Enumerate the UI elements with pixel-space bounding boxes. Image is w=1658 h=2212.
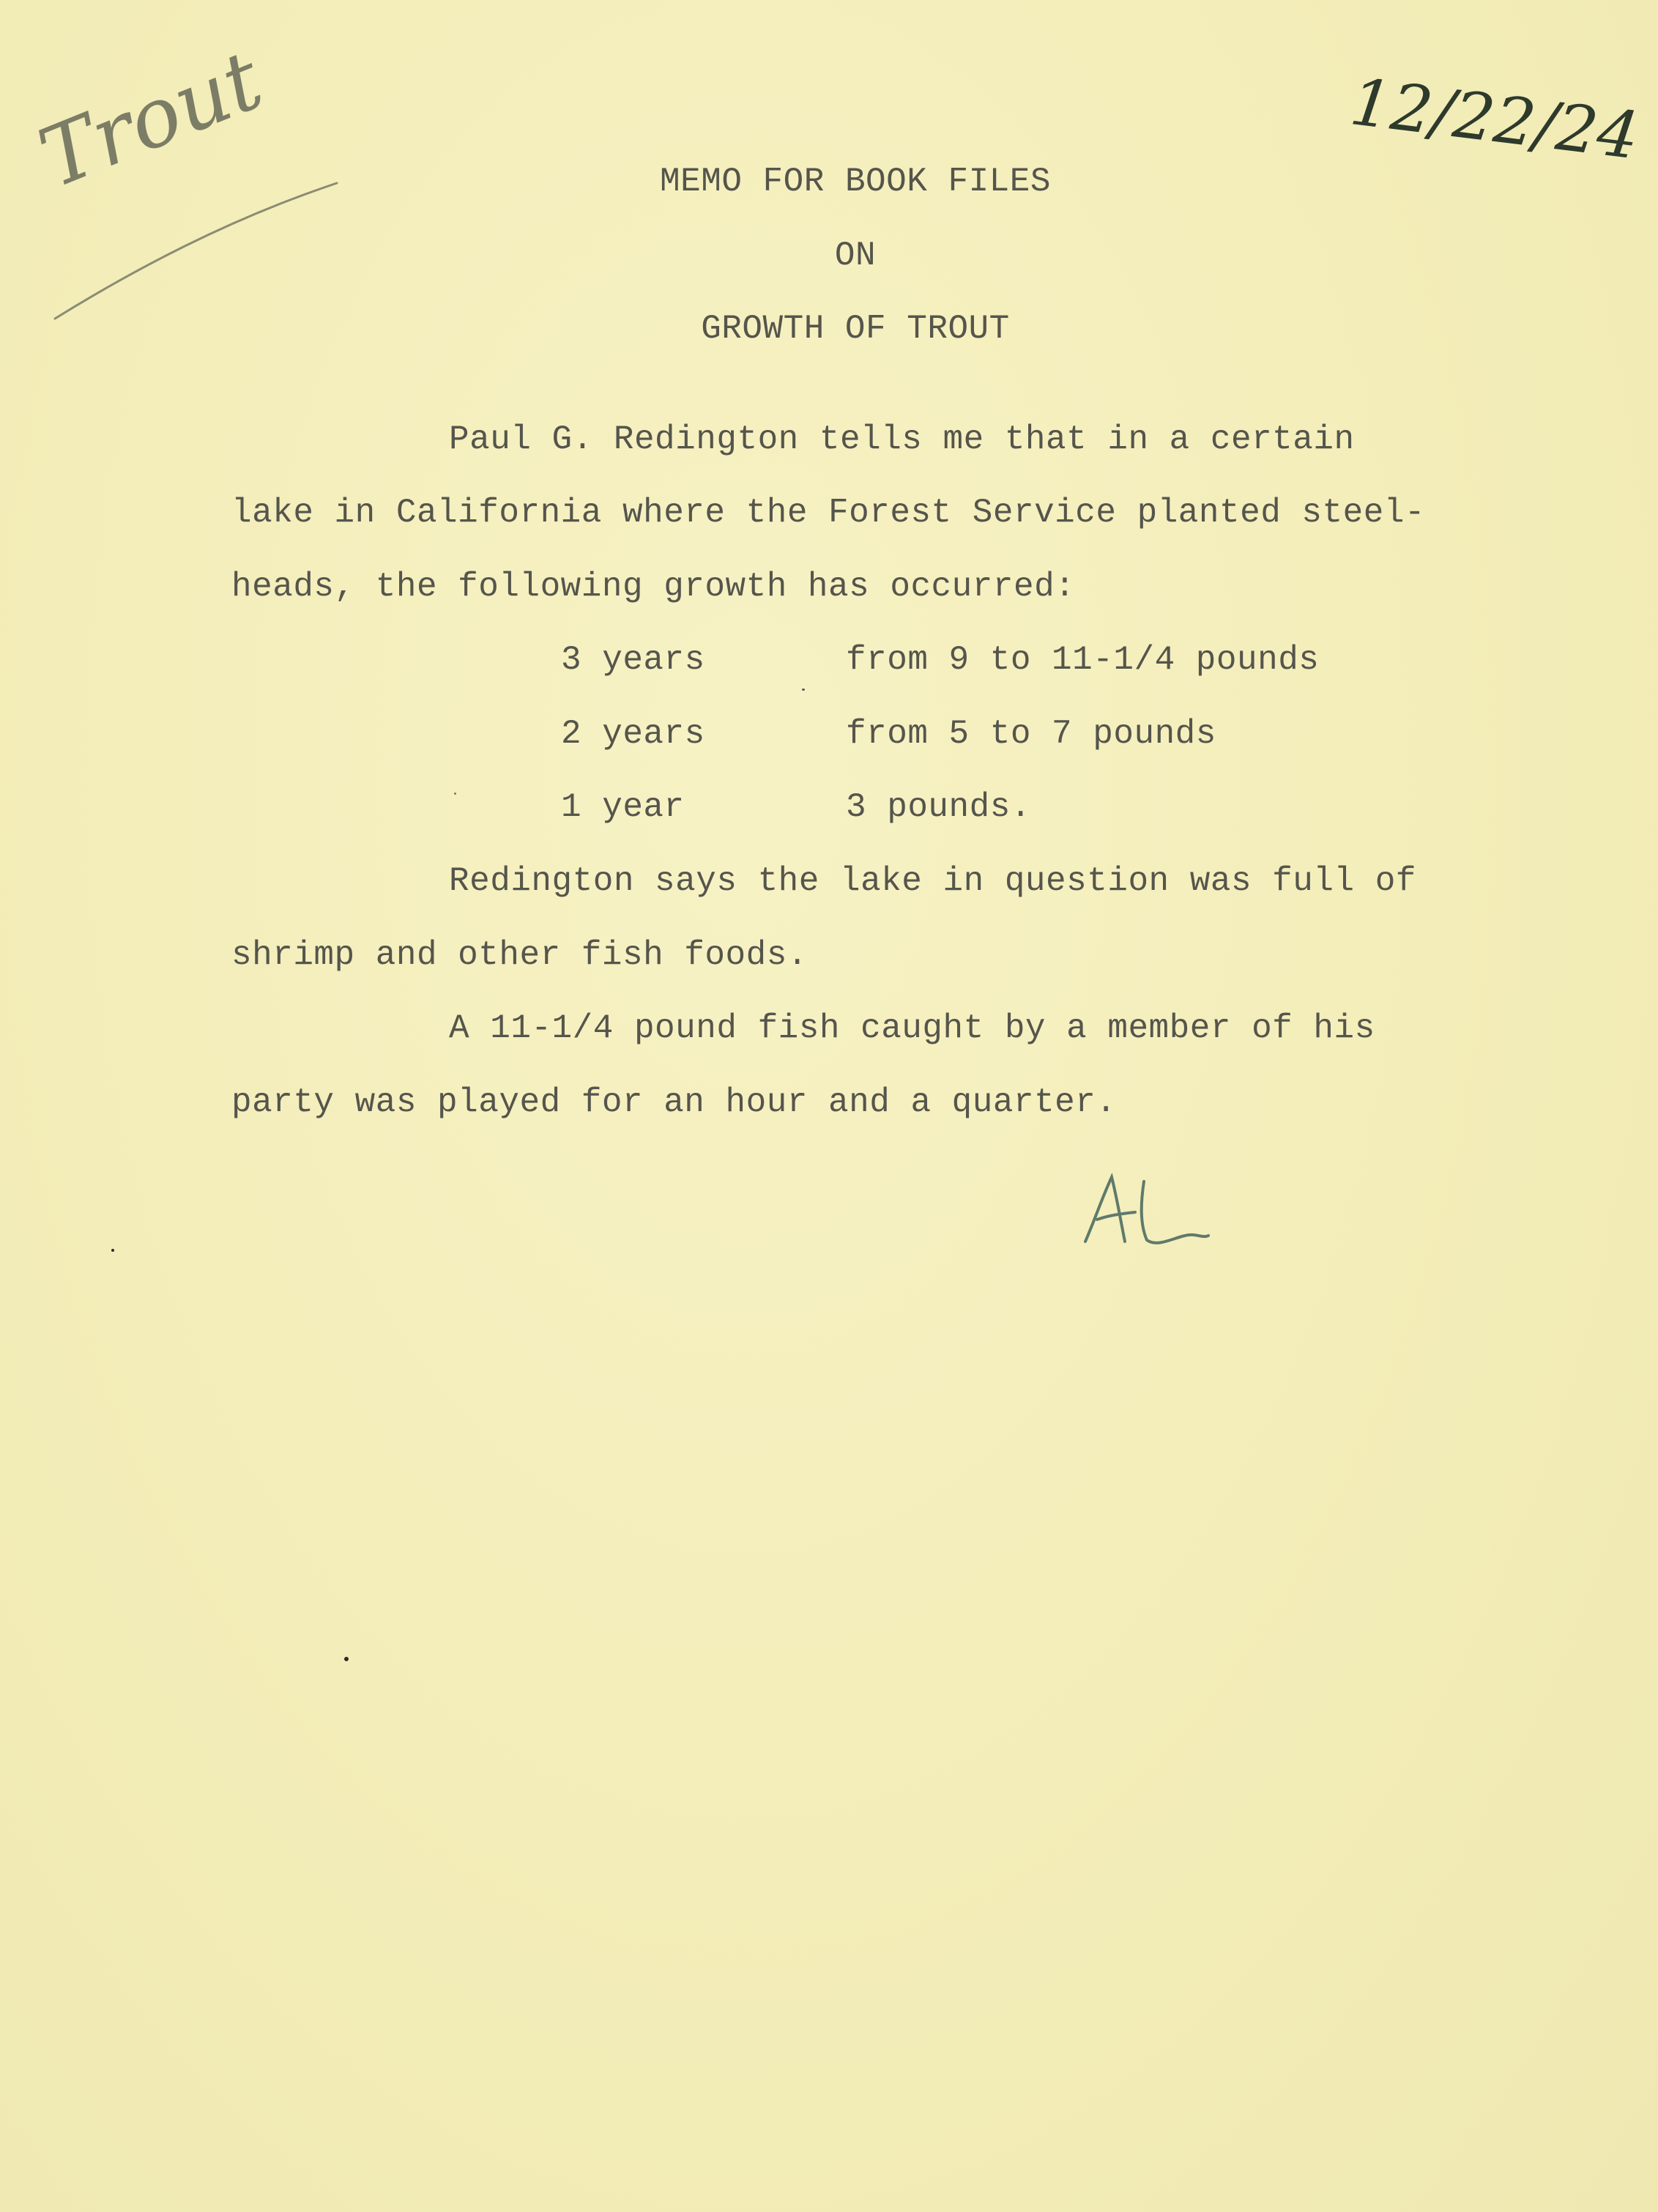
handwritten-date: 12/22/24 [1346,64,1643,174]
growth-weight-cell: from 5 to 7 pounds [846,715,1216,753]
handwritten-initials-signature [1077,1168,1238,1256]
memo-heading-line-2: ON [834,237,877,275]
memo-heading-line-1: MEMO FOR BOOK FILES [660,163,1051,201]
memo-heading-line-3: GROWTH OF TROUT [701,310,1010,348]
paper-speck [344,1657,349,1661]
growth-age-cell: 3 years [561,641,705,679]
paper-speck [802,689,805,691]
paragraph-1-line-1: Paul G. Redington tells me that in a certain [449,420,1355,459]
handwritten-subject-note: Trout [26,32,275,207]
paragraph-2-line-2: shrimp and other fish foods. [231,936,808,974]
paragraph-1-line-2: lake in California where the Forest Service planted steel- [231,494,1426,532]
paragraph-2-line-1: Redington says the lake in question was full of [449,862,1416,900]
growth-age-cell: 2 years [561,715,705,753]
handwritten-underline-stroke [44,161,410,410]
growth-age-cell: 1 year [561,788,685,826]
paragraph-3-line-2: party was played for an hour and a quarter. [231,1083,1117,1121]
paragraph-3-line-1: A 11-1/4 pound fish caught by a member of his [449,1009,1375,1047]
paper-speck [454,793,456,795]
paragraph-1-line-3: heads, the following growth has occurred: [231,568,1076,606]
paper-speck [111,1249,114,1252]
growth-weight-cell: from 9 to 11-1/4 pounds [846,641,1320,679]
growth-weight-cell: 3 pounds. [846,788,1031,826]
